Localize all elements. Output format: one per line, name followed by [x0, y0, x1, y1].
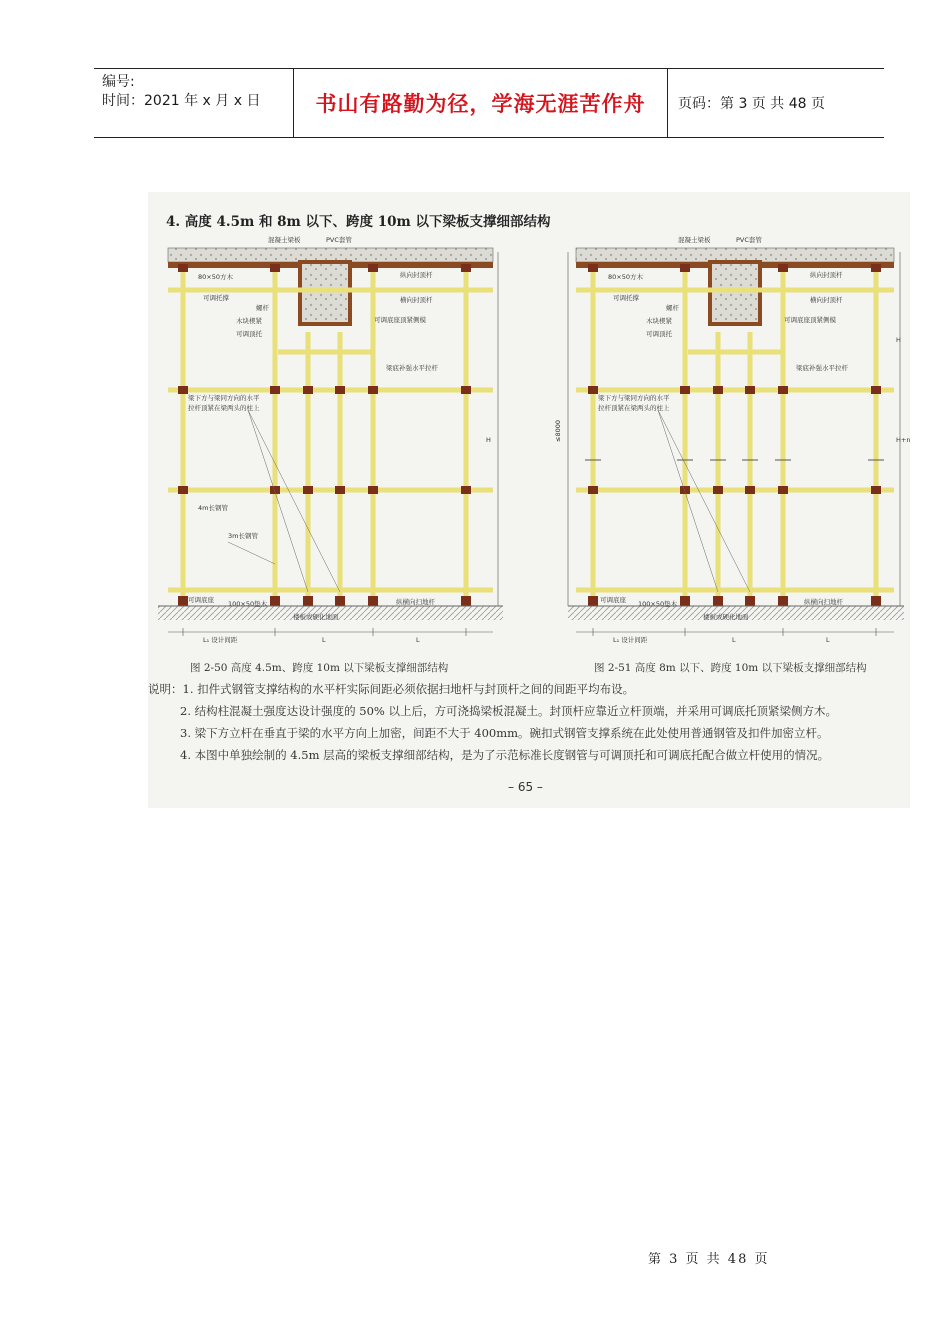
left-label-base: 可调底座 [188, 596, 214, 604]
right-label-L1: L [732, 636, 736, 644]
right-label-pad: 100×50垫木 [638, 600, 678, 608]
scaffold-diagrams [148, 192, 910, 672]
right-diagram [554, 235, 910, 644]
left-label-pad: 100×50垫木 [228, 600, 268, 608]
right-label-note-long2: 拉杆顶紧在梁两头的柱上 [598, 404, 670, 412]
left-diagram [158, 235, 503, 644]
right-label-adj-support: 可调顶托 [646, 330, 672, 338]
page-label: 页码：第 3 页 共 48 页 [678, 96, 825, 112]
right-label-pvc: PVC套管 [736, 236, 762, 244]
right-label-under-beam: 梁底补强水平拉杆 [796, 364, 848, 372]
left-label-design: L₁ 设计间距 [203, 636, 238, 644]
left-label-long-top: 纵向封顶杆 [400, 271, 433, 279]
left-label-sweep: 纵横向扫地杆 [396, 598, 435, 606]
left-label-pipe4: 4m长钢管 [198, 504, 228, 512]
left-label-side-form: 可调底座顶紧侧模 [374, 316, 426, 324]
footer-page: 第 3 页 共 48 页 [648, 1252, 770, 1267]
right-label-trans-top: 横向封顶杆 [810, 296, 843, 304]
right-label-Hn: H+n [896, 436, 910, 444]
scanned-figure [148, 192, 910, 808]
motto: 书山有路勤为径，学海无涯苦作舟 [294, 69, 668, 137]
left-label-trans-top: 横向封顶杆 [400, 296, 433, 304]
right-label-H: H [896, 336, 901, 344]
right-label-ground: 楼板或硬化地面 [703, 613, 749, 621]
note-3: 3. 梁下方立杆在垂直于梁的水平方向上加密，间距不大于 400mm。碗扣式钢管支撑系统在此处使用普通钢管及扣件加密立杆。 [180, 726, 829, 740]
figure-page-number: – 65 – [508, 780, 543, 794]
left-label-note-long2: 拉杆顶紧在梁两头的柱上 [188, 404, 260, 412]
right-slab [576, 248, 894, 262]
left-label-under-beam: 梁底补强水平拉杆 [386, 364, 438, 372]
left-label-slab: 混凝土梁板 [268, 236, 301, 244]
right-label-note-long: 梁下方与梁同方向的水平 [598, 394, 670, 402]
right-beam [710, 262, 760, 324]
left-label-timber: 80×50方木 [198, 273, 233, 281]
left-slab [168, 248, 493, 262]
left-label-jack-top: 可调托撑 [203, 294, 229, 302]
right-label-wood-wedge: 木块楔紧 [646, 317, 672, 325]
left-label-pipe3: 3m长钢管 [228, 532, 258, 540]
right-label-tie-rod: 螺杆 [666, 304, 679, 312]
right-label-side-form: 可调底座顶紧侧模 [784, 316, 836, 324]
code-label: 编号: [102, 74, 135, 90]
right-ledgers [576, 290, 894, 590]
left-label-pvc: PVC套管 [326, 236, 352, 244]
right-label-long-top: 纵向封顶杆 [810, 271, 843, 279]
right-caption: 图 2-51 高度 8m 以下、跨度 10m 以下梁板支撑细部结构 [594, 662, 867, 674]
note-4: 4. 本图中单独绘制的 4.5m 层高的梁板支撑细部结构，是为了示范标准长度钢管与可调顶托和可调底托配合做立杆使用的情况。 [180, 748, 830, 762]
right-label-design: L₁ 设计间距 [613, 636, 648, 644]
left-label-note-long: 梁下方与梁同方向的水平 [188, 394, 260, 402]
time-label: 时间：2021 年 x 月 x 日 [102, 93, 261, 109]
right-label-height: ≤8000 [554, 420, 562, 442]
left-beam [300, 262, 350, 324]
left-label-L2: L [416, 636, 420, 644]
left-label-ground: 楼板或硬化地面 [293, 613, 339, 621]
left-label-adj-support: 可调顶托 [236, 330, 262, 338]
header-meta-cell [94, 69, 294, 137]
note-1: 说明：1. 扣件式钢管支撑结构的水平杆实际间距必须依据扫地杆与封顶杆之间的间距平均布设。 [148, 682, 635, 696]
left-label-H: H [486, 436, 491, 444]
note-2: 2. 结构柱混凝土强度达设计强度的 50% 以上后，方可浇捣梁板混凝土。封顶杆应靠近立杆顶端，并采用可调底托顶紧梁侧方木。 [180, 704, 837, 718]
right-label-jack-top: 可调托撑 [613, 294, 639, 302]
left-label-wood-wedge: 木块楔紧 [236, 317, 262, 325]
right-label-L2: L [826, 636, 830, 644]
right-label-timber: 80×50方木 [608, 273, 643, 281]
figure-title: 4. 高度 4.5m 和 8m 以下、跨度 10m 以下梁板支撑细部结构 [166, 214, 551, 230]
right-label-slab: 混凝土梁板 [678, 236, 711, 244]
right-label-sweep: 纵横向扫地杆 [804, 598, 843, 606]
left-caption: 图 2-50 高度 4.5m、跨度 10m 以下梁板支撑细部结构 [190, 662, 449, 674]
right-label-base: 可调底座 [600, 596, 626, 604]
header-table [94, 68, 884, 138]
left-label-L1: L [322, 636, 326, 644]
left-ledgers [168, 290, 493, 590]
left-label-tie-rod: 螺杆 [256, 304, 269, 312]
